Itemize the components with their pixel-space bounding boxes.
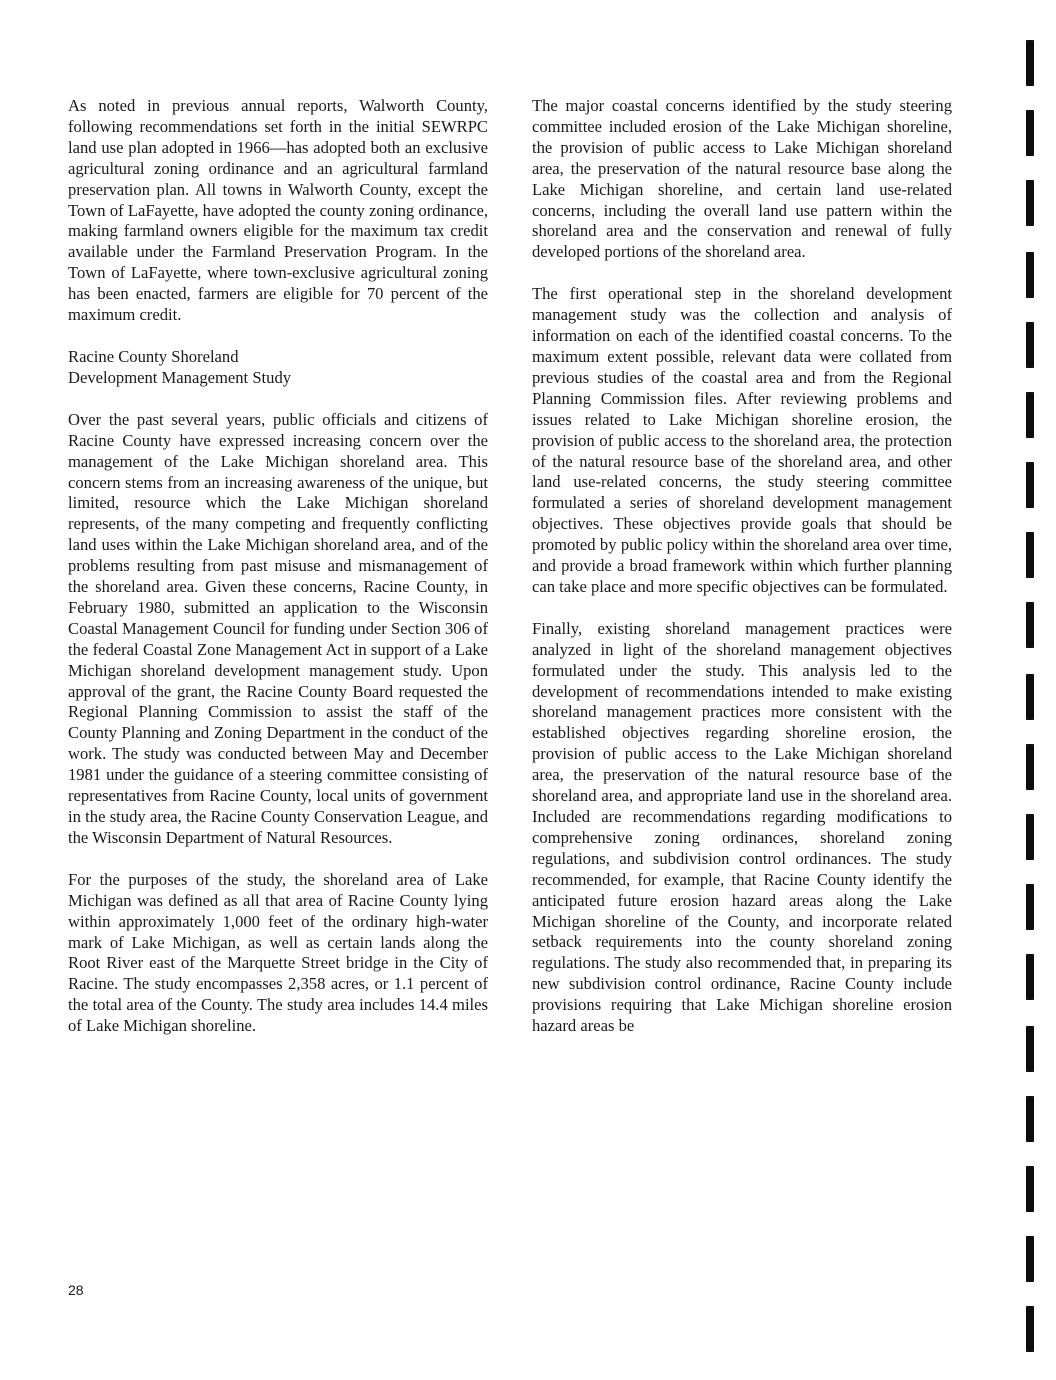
registration-mark xyxy=(1026,322,1034,368)
registration-mark xyxy=(1026,954,1034,1000)
registration-mark xyxy=(1026,1236,1034,1282)
paragraph-shoreland-concerns: Over the past several years, public officials and citizens of Racine County have expressed increasing concern over the management of the Lake Michigan shoreland area. This concern stems from an increasing awareness of the unique, but limited, resource which the Lake Michigan shoreland represents, of the many competing and frequently conflicting land uses within the Lake Michigan shoreland area, and of the problems resulting from past misuse and mismanagement of the shoreland area. Given these concerns, Racine County, in February 1980, submitted an application to the Wisconsin Coastal Management Council for funding under Section 306 of the federal Coastal Zone Management Act in support of a Lake Michigan shoreland development management study. Upon approval of the grant, the Racine County Board requested the Regional Planning Commission to assist the staff of the County Planning and Zoning Department in the conduct of the work. The study was conducted between May and December 1981 under the guidance of a steering committee consisting of representatives from Racine County, local units of government in the study area, the Racine County Conservation League, and the Wisconsin Department of Natural Resources. xyxy=(68,409,488,847)
registration-mark xyxy=(1026,40,1034,86)
paragraph-operational-step: The first operational step in the shoreland development management study was the collection and analysis of information on each of the identified coastal concerns. To the maximum extent possible, relevant data were collated from previous studies of the coastal area and from the Regional Planning Commission files. After reviewing problems and issues related to Lake Michigan shoreline erosion, the provision of public access to the shoreland area, the protection of the natural resource base of the shoreland area, and other land use-related concerns, the study steering committee formulated a series of shoreland development management objectives. These objectives provide goals that should be promoted by public policy within the shoreland area over time, and provide a broad framework within which further planning can take place and more specific objectives can be formulated. xyxy=(532,284,952,596)
registration-mark xyxy=(1026,744,1034,790)
registration-mark xyxy=(1026,602,1034,648)
paragraph-management-practices: Finally, existing shoreland management practices were analyzed in light of the shoreland management objectives formulated under the study. This analysis led to the development of recommendations intended to make existing shoreland management practices more consistent with the established objectives regarding shoreline erosion, the provision of public access to the Lake Michigan shoreland area, the preservation of the natural resource base of the shoreland area, and appropriate land use in the shoreland area. Included are recommendations regarding modifications to comprehensive zoning ordinances, shoreland zoning regulations, and subdivision control ordinances. The study recommended, for example, that Racine County identify the anticipated future erosion hazard areas along the Lake Michigan shoreline of the County, and incorporate related setback requirements into the county shoreland zoning regulations. The study also recommended that, in preparing its new subdivision control ordinance, Racine County include provisions requiring that Lake Michigan shoreline erosion hazard areas be xyxy=(532,618,952,1036)
registration-mark xyxy=(1026,392,1034,438)
registration-mark xyxy=(1026,674,1034,720)
left-column xyxy=(68,96,488,1058)
registration-mark xyxy=(1026,110,1034,156)
paragraph-coastal-concerns: The major coastal concerns identified by the study steering committee included erosion of the Lake Michigan shoreline, the provision of public access to Lake Michigan shoreland area, the preservation of the natural resource base along the Lake Michigan shoreline, and certain land use-related concerns, including the overall land use pattern within the shoreland area and the conservation and renewal of fully developed portions of the shoreland area. xyxy=(532,96,952,262)
registration-mark xyxy=(1026,884,1034,930)
registration-mark xyxy=(1026,1026,1034,1072)
registration-mark xyxy=(1026,532,1034,578)
registration-mark xyxy=(1026,1306,1034,1352)
paragraph-study-area: For the purposes of the study, the shoreland area of Lake Michigan was defined as all that area of Racine County lying within approximately 1,000 feet of the ordinary high-water mark of Lake Michigan, as well as certain lands along the Root River east of the Marquette Street bridge in the City of Racine. The study encompasses 2,358 acres, or 1.1 percent of the total area of the County. The study area includes 14.4 miles of Lake Michigan shoreline. xyxy=(68,869,488,1036)
registration-mark xyxy=(1026,814,1034,860)
section-heading-line-2: Development Management Study xyxy=(68,367,292,387)
registration-mark xyxy=(1026,252,1034,298)
binding-registration-marks xyxy=(1026,0,1056,1380)
section-heading xyxy=(68,347,488,389)
right-column xyxy=(532,96,952,1058)
paragraph-walworth-county: As noted in previous annual reports, Walworth County, following recommendations set forth in the initial SEWRPC land use plan adopted in 1966—has adopted both an exclusive agricultural zoning ordinance and an agricultural farmland preservation plan. All towns in Walworth County, except the Town of LaFayette, have adopted the county zoning ordinance, making farmland owners eligible for the maximum tax credit available under the Farmland Preservation Program. In the Town of LaFayette, where town-exclusive agricultural zoning has been enacted, farmers are eligible for 70 percent of the maximum credit. xyxy=(68,96,488,325)
registration-mark xyxy=(1026,180,1034,226)
registration-mark xyxy=(1026,1096,1034,1142)
section-heading-line-1: Racine County Shoreland xyxy=(68,346,239,366)
registration-mark xyxy=(1026,1166,1034,1212)
registration-mark xyxy=(1026,462,1034,508)
page-number: 28 xyxy=(68,1282,84,1298)
